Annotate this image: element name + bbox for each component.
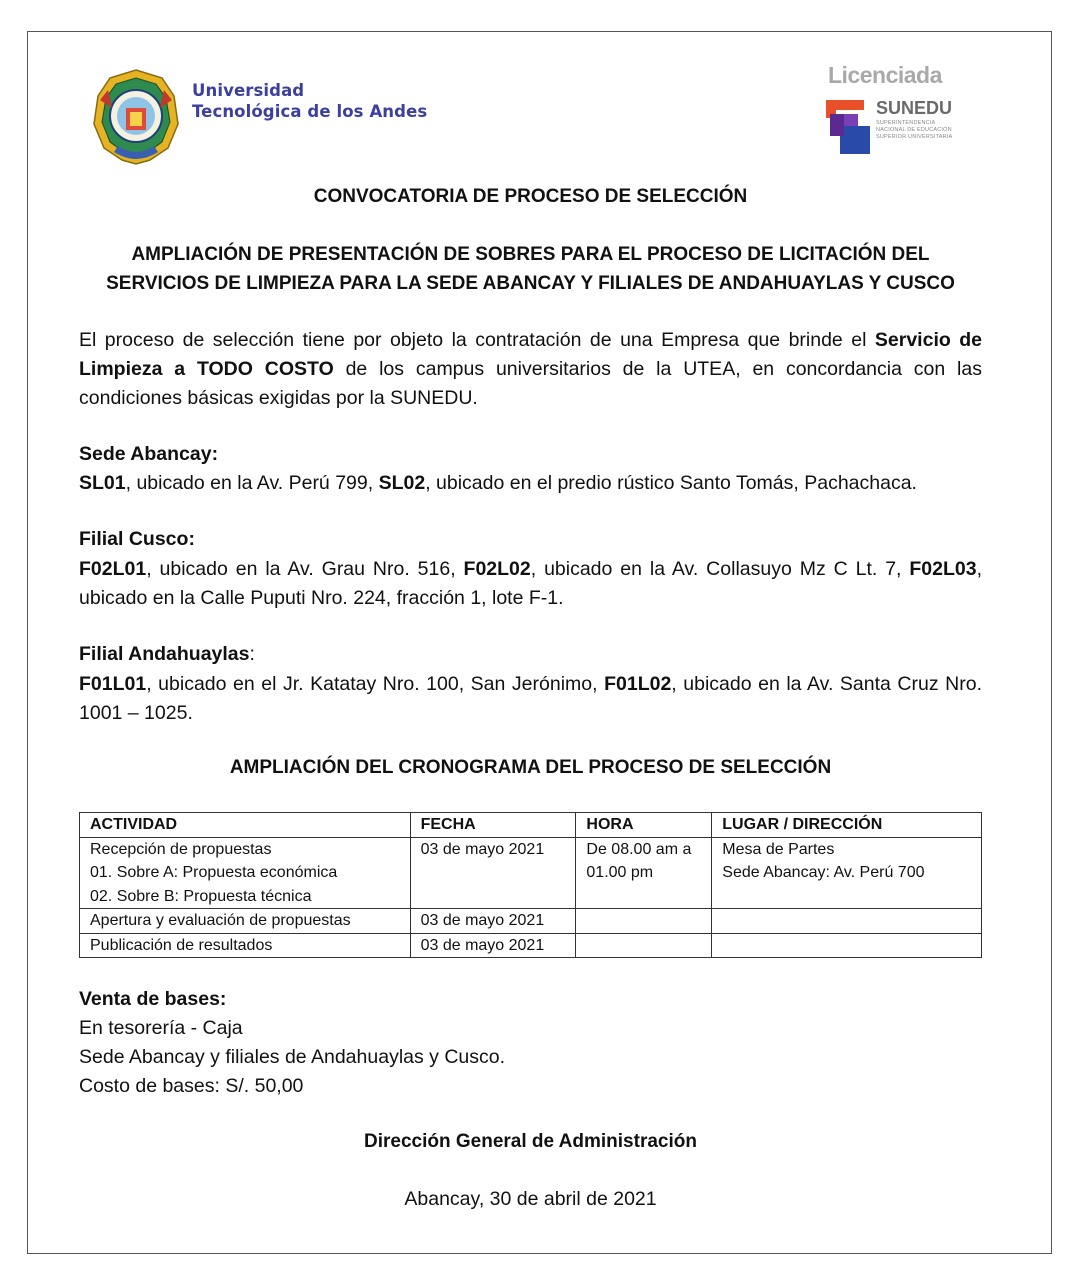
university-name-line1: Universidad xyxy=(192,81,305,100)
cell-lugar xyxy=(712,933,982,958)
cell-actividad: Publicación de resultados xyxy=(80,933,411,958)
sede-abancay-label: Sede Abancay: xyxy=(79,443,219,465)
sunedu-name: SUNEDU xyxy=(876,98,953,118)
table-row xyxy=(80,909,982,934)
cell-lugar: Mesa de Partes Sede Abancay: Av. Perú 700 xyxy=(712,837,982,909)
cell-fecha: 03 de mayo 2021 xyxy=(410,837,576,909)
table-header-row xyxy=(80,813,982,838)
intro-paragraph: El proceso de selección tiene por objeto la contratación de una Empresa que brinde el Servicio de Limpieza a TODO COSTO de los campus universitarios de la UTEA, en concordancia con las condiciones básicas exigidas por la SUNEDU. xyxy=(79,329,982,409)
cell-actividad: Apertura y evaluación de propuestas xyxy=(80,909,411,934)
document-subtitle-line1: AMPLIACIÓN DE PRESENTACIÓN DE SOBRES PARA EL PROCESO DE LICITACIÓN DEL xyxy=(131,244,930,265)
university-seal-logo xyxy=(90,68,182,166)
sede-abancay-text: SL01, ubicado en la Av. Perú 799, SL02, ubicado en el predio rústico Santo Tomás, Pachachaca. xyxy=(79,472,917,494)
venta-bases-line3: Costo de bases: S/. 50,00 xyxy=(79,1075,304,1097)
schedule-title: AMPLIACIÓN DEL CRONOGRAMA DEL PROCESO DE SELECCIÓN xyxy=(229,757,832,778)
cell-hora xyxy=(576,909,712,934)
filial-cusco-text: F02L01, ubicado en la Av. Grau Nro. 516, F02L02, ubicado en la Av. Collasuyo Mz C Lt. 7, F02L03, ubicado en la Calle Puputi Nro. 224, fracción 1, lote F-1. xyxy=(79,558,983,609)
licenciada-label: Licenciada xyxy=(828,62,942,88)
document-title: CONVOCATORIA DE PROCESO DE SELECCIÓN xyxy=(313,186,748,207)
cell-fecha: 03 de mayo 2021 xyxy=(410,909,576,934)
venta-bases-line1: En tesorería - Caja xyxy=(79,1017,243,1039)
cell-lugar xyxy=(712,909,982,934)
header-actividad: ACTIVIDAD xyxy=(80,813,411,838)
sunedu-logo-mark xyxy=(824,96,872,156)
cell-hora: De 08.00 am a 01.00 pm xyxy=(576,837,712,909)
table-row xyxy=(80,837,982,909)
date-place: Abancay, 30 de abril de 2021 xyxy=(404,1188,657,1210)
schedule-table xyxy=(79,812,982,958)
venta-bases-label: Venta de bases: xyxy=(79,988,227,1010)
header-lugar: LUGAR / DIRECCIÓN xyxy=(712,813,982,838)
header-fecha: FECHA xyxy=(410,813,576,838)
university-name-line2: Tecnológica de los Andes xyxy=(192,102,428,121)
filial-andahuaylas-label: Filial Andahuaylas: xyxy=(79,643,255,665)
cell-fecha: 03 de mayo 2021 xyxy=(410,933,576,958)
cell-actividad: Recepción de propuestas 01. Sobre A: Propuesta económica 02. Sobre B: Propuesta técnica xyxy=(80,837,411,909)
sunedu-subtitle: SUPERINTENDENCIA NACIONAL DE EDUCACIÓN SUPERIOR UNIVERSITARIA xyxy=(876,120,953,140)
table-row xyxy=(80,933,982,958)
document-subtitle-line2: SERVICIOS DE LIMPIEZA PARA LA SEDE ABANCAY Y FILIALES DE ANDAHUAYLAS Y CUSCO xyxy=(106,273,955,294)
venta-bases-line2: Sede Abancay y filiales de Andahuaylas y Cusco. xyxy=(79,1046,506,1068)
header-hora: HORA xyxy=(576,813,712,838)
signature-office: Dirección General de Administración xyxy=(364,1131,697,1152)
filial-cusco-label: Filial Cusco: xyxy=(79,528,195,550)
cell-hora xyxy=(576,933,712,958)
filial-andahuaylas-text: F01L01, ubicado en el Jr. Katatay Nro. 100, San Jerónimo, F01L02, ubicado en la Av. Santa Cruz Nro. 1001 – 1025. xyxy=(79,673,982,724)
university-name xyxy=(192,80,427,122)
